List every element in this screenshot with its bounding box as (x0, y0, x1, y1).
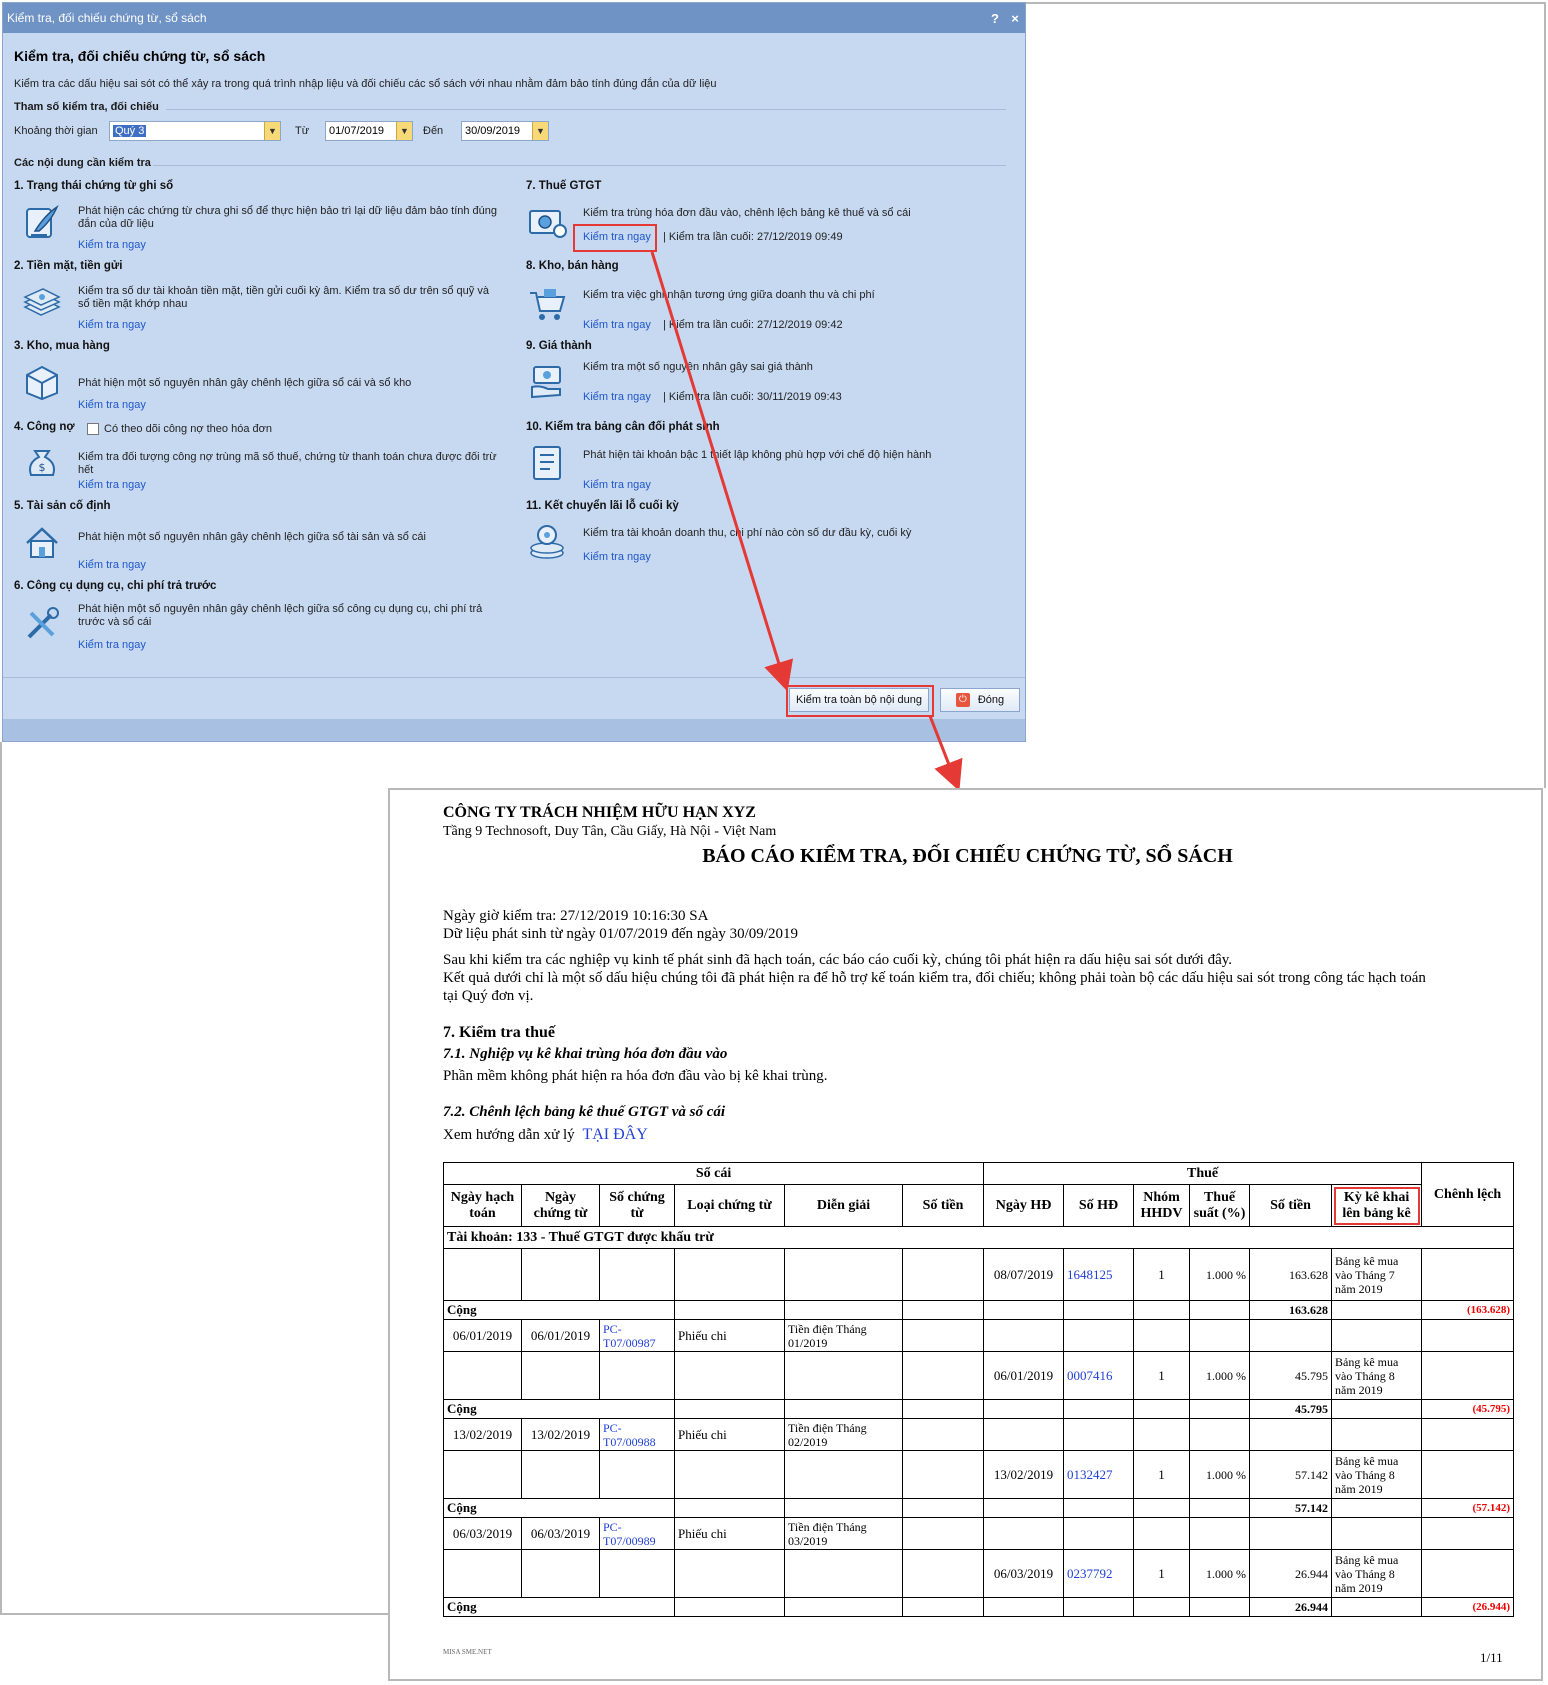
section-7-1-heading: 7.1. Nghiệp vụ kê khai trùng hóa đơn đầu vào (443, 1046, 728, 1062)
cell-declaration-period: Bảng kê mua vào Tháng 8 năm 2019 (1332, 1352, 1422, 1400)
cell-description: Tiền điện Tháng 02/2019 (785, 1419, 903, 1451)
period-label: Khoảng thời gian (14, 125, 98, 137)
table-row (444, 1419, 1514, 1451)
dialog-description: Kiểm tra các dấu hiệu sai sót có thể xảy ra trong quá trình nhập liệu và đối chiếu các sổ sách với nhau nhằm đảm bảo tính đúng đắn của dữ liệu (14, 78, 717, 90)
item-title-cost: 9. Giá thành (526, 340, 592, 352)
item-desc-debt: Kiểm tra đối tượng công nợ trùng mã số thuế, chứng từ thanh toán chưa được đối trừ hết (78, 451, 497, 476)
item-title-closing: 11. Kết chuyển lãi lỗ cuối kỳ (526, 500, 679, 512)
table-row (444, 1518, 1514, 1550)
company-address: Tầng 9 Technosoft, Duy Tân, Cầu Giấy, Hà Nội - Việt Nam (443, 824, 777, 839)
check-now-link-tools[interactable]: Kiểm tra ngay (78, 639, 146, 651)
item-desc-sales: Kiểm tra việc ghi nhận tương ứng giữa doanh thu và chi phí (583, 289, 875, 301)
check-now-link-sales[interactable]: Kiểm tra ngay (583, 319, 651, 331)
cell-declaration-period: Bảng kê mua vào Tháng 8 năm 2019 (1332, 1451, 1422, 1499)
cell-voucher-date: 06/01/2019 (522, 1320, 600, 1352)
cell-voucher-date: 06/03/2019 (522, 1518, 600, 1550)
cell-invoice-date: 06/03/2019 (984, 1550, 1064, 1598)
cell-total-amount: 26.944 (1250, 1598, 1332, 1617)
cell-total-label: Cộng (444, 1499, 600, 1518)
item-desc-cash: Kiểm tra số dư tài khoản tiền mặt, tiền gửi cuối kỳ âm. Kiểm tra số dư trên sổ quỹ và sổ tiền mặt khớp nhau (78, 285, 489, 310)
content-group-label: Các nội dung cần kiểm tra (14, 157, 151, 169)
item-desc-cost: Kiểm tra một số nguyên nhân gây sai giá thành (583, 361, 813, 373)
cell-difference: (57.142) (1422, 1499, 1514, 1518)
guide-line (443, 1126, 648, 1144)
cell-invoice-date: 13/02/2019 (984, 1451, 1064, 1499)
arrow-to-report (930, 716, 955, 780)
total-row (444, 1598, 1514, 1617)
cell-difference: (26.944) (1422, 1598, 1514, 1617)
cell-total-amount: 45.795 (1250, 1400, 1332, 1419)
company-name: CÔNG TY TRÁCH NHIỆM HỮU HẠN XYZ (443, 804, 756, 821)
cell-goods-group: 1 (1134, 1550, 1190, 1598)
cell-tax-rate: 1.000 % (1190, 1550, 1250, 1598)
item-title-vat: 7. Thuế GTGT (526, 180, 602, 192)
cell-voucher-no[interactable]: PC-T07/00988 (600, 1419, 675, 1451)
period-value: Quý 3 (115, 125, 145, 137)
check-now-link-purchase[interactable]: Kiểm tra ngay (78, 399, 146, 411)
cell-voucher-type: Phiếu chi (675, 1518, 785, 1550)
cell-goods-group: 1 (1134, 1451, 1190, 1499)
header-tax-amount: Số tiền (1250, 1185, 1332, 1227)
cell-total-label: Cộng (444, 1301, 600, 1320)
intro-paragraph-2-cont: tại Quý đơn vị. (443, 988, 534, 1004)
check-now-link-fixed-asset[interactable]: Kiểm tra ngay (78, 559, 146, 571)
item-title-sales: 8. Kho, bán hàng (526, 260, 619, 272)
header-posting-date: Ngày hạch toán (444, 1185, 522, 1227)
report-title: BÁO CÁO KIỂM TRA, ĐỐI CHIẾU CHỨNG TỪ, SỔ SÁCH (702, 845, 1233, 867)
cell-tax-amount: 26.944 (1250, 1550, 1332, 1598)
item-desc-voucher-status: Phát hiện các chứng từ chưa ghi sổ để thực hiện bảo trì lại dữ liệu đảm bảo tính đúng đắn của dữ liệu (78, 205, 498, 230)
vat-difference-table (443, 1162, 1514, 1617)
section-7-heading: 7. Kiểm tra thuế (443, 1024, 555, 1041)
guide-text: Xem hướng dẫn xử lý (443, 1127, 575, 1143)
check-now-link-trial-balance[interactable]: Kiểm tra ngay (583, 479, 651, 491)
item-desc-purchase: Phát hiện một số nguyên nhân gây chênh lệch giữa sổ cái và sổ kho (78, 377, 412, 389)
report-page (388, 788, 1543, 1681)
cell-difference: (163.628) (1422, 1301, 1514, 1320)
check-now-link-vat[interactable]: Kiểm tra ngay (583, 231, 651, 243)
arrow-to-check-all (652, 252, 784, 680)
header-invoice-no: Số HĐ (1064, 1185, 1134, 1227)
from-date-value: 01/07/2019 (329, 125, 385, 137)
section-7-1-text: Phần mềm không phát hiện ra hóa đơn đầu vào bị kê khai trùng. (443, 1068, 828, 1084)
cell-tax-rate: 1.000 % (1190, 1451, 1250, 1499)
item-desc-trial-balance: Phát hiện tài khoản bậc 1 thiết lập không phù hợp với chế độ hiện hành (583, 449, 932, 461)
cell-declaration-period: Bảng kê mua vào Tháng 7 năm 2019 (1332, 1249, 1422, 1301)
table-row (444, 1550, 1514, 1598)
item-title-voucher-status: 1. Trạng thái chứng từ ghi sổ (14, 180, 174, 192)
chevron-down-icon[interactable]: ▼ (264, 122, 280, 140)
item-desc-vat: Kiểm tra trùng hóa đơn đầu vào, chênh lệch bảng kê thuế và sổ cái (583, 207, 911, 219)
item-desc-fixed-asset: Phát hiện một số nguyên nhân gây chênh lệch giữa sổ tài sản và sổ cái (78, 531, 426, 543)
check-time: Ngày giờ kiểm tra: 27/12/2019 10:16:30 SA (443, 908, 709, 924)
cell-posting-date: 06/03/2019 (444, 1518, 522, 1550)
cell-total-label: Cộng (444, 1400, 600, 1419)
dialog-window-title: Kiểm tra, đối chiếu chứng từ, sổ sách (7, 11, 207, 25)
check-now-link-debt[interactable]: Kiểm tra ngay (78, 479, 146, 491)
guide-link[interactable]: TẠI ĐÂY (582, 1126, 648, 1143)
to-date-value: 30/09/2019 (465, 125, 521, 137)
footer-brand: MISA SME.NET (443, 1648, 492, 1656)
svg-text:$: $ (38, 461, 46, 474)
cell-posting-date: 13/02/2019 (444, 1419, 522, 1451)
account-row: Tài khoản: 133 - Thuế GTGT được khấu trừ (444, 1227, 1514, 1249)
header-ledger-group: Sổ cái (444, 1163, 984, 1185)
table-row (444, 1249, 1514, 1301)
item-title-purchase: 3. Kho, mua hàng (14, 340, 110, 352)
cell-voucher-type: Phiếu chi (675, 1419, 785, 1451)
cell-description: Tiền điện Tháng 01/2019 (785, 1320, 903, 1352)
cell-invoice-no[interactable]: 0237792 (1064, 1550, 1134, 1598)
total-row (444, 1499, 1514, 1518)
close-window-button[interactable]: × (1011, 10, 1019, 26)
header-tax-rate: Thuế suất (%) (1190, 1185, 1250, 1227)
cell-invoice-no[interactable]: 1648125 (1064, 1249, 1134, 1301)
cell-tax-rate: 1.000 % (1190, 1352, 1250, 1400)
check-now-link-voucher-status[interactable]: Kiểm tra ngay (78, 239, 146, 251)
item-desc-tools: Phát hiện một số nguyên nhân gây chênh lệch giữa sổ công cụ dụng cụ, chi phí trả trước và sổ cái (78, 603, 483, 628)
table-row (444, 1352, 1514, 1400)
close-dialog-label: Đóng (977, 694, 1005, 706)
help-button[interactable]: ? (991, 10, 999, 26)
cell-invoice-no[interactable]: 0007416 (1064, 1352, 1134, 1400)
cell-difference: (45.795) (1422, 1400, 1514, 1419)
item-title-cash: 2. Tiền mặt, tiền gửi (14, 260, 123, 272)
power-icon: ⏻ (956, 693, 970, 707)
header-tax-group: Thuế (984, 1163, 1422, 1185)
calendar-dropdown-icon[interactable]: ▼ (396, 122, 412, 140)
intro-paragraph-2: Kết quả dưới chỉ là một số dấu hiệu chúng tôi đã phát hiện ra để hỗ trợ kế toán kiểm tra, đối chiếu; không phải toàn bộ các dấu hiệu sai sót trong công tác hạch toán (443, 970, 1426, 986)
cell-total-amount: 57.142 (1250, 1499, 1332, 1518)
cell-tax-amount: 45.795 (1250, 1352, 1332, 1400)
from-label: Từ (295, 125, 310, 137)
last-check-cost: | Kiểm tra lần cuối: 30/11/2019 09:43 (663, 391, 842, 403)
header-invoice-date: Ngày HĐ (984, 1185, 1064, 1227)
cell-voucher-no[interactable]: PC-T07/00987 (600, 1320, 675, 1352)
cell-tax-amount: 57.142 (1250, 1451, 1332, 1499)
check-now-link-cash[interactable]: Kiểm tra ngay (78, 319, 146, 331)
check-now-link-cost[interactable]: Kiểm tra ngay (583, 391, 651, 403)
last-check-vat: | Kiểm tra lần cuối: 27/12/2019 09:49 (663, 231, 843, 243)
calendar-dropdown-icon[interactable]: ▼ (532, 122, 548, 140)
cell-total-amount: 163.628 (1250, 1301, 1332, 1320)
cell-goods-group: 1 (1134, 1352, 1190, 1400)
cell-description: Tiền điện Tháng 03/2019 (785, 1518, 903, 1550)
cell-invoice-date: 06/01/2019 (984, 1352, 1064, 1400)
header-ledger-amount: Số tiền (903, 1185, 984, 1227)
header-voucher-no: Số chứng từ (600, 1185, 675, 1227)
cell-declaration-period: Bảng kê mua vào Tháng 8 năm 2019 (1332, 1550, 1422, 1598)
cell-posting-date: 06/01/2019 (444, 1320, 522, 1352)
header-difference: Chênh lệch (1422, 1163, 1514, 1227)
check-all-button[interactable]: Kiểm tra toàn bộ nội dung (789, 688, 929, 712)
header-description: Diễn giải (785, 1185, 903, 1227)
header-voucher-type: Loại chứng từ (675, 1185, 785, 1227)
dialog-heading: Kiểm tra, đối chiếu chứng từ, sổ sách (14, 48, 266, 64)
header-goods-group: Nhóm HHDV (1134, 1185, 1190, 1227)
cell-goods-group: 1 (1134, 1249, 1190, 1301)
cell-voucher-no[interactable]: PC-T07/00989 (600, 1518, 675, 1550)
params-group-label: Tham số kiểm tra, đối chiếu (14, 101, 159, 113)
item-title-fixed-asset: 5. Tài sản cố định (14, 500, 111, 512)
cell-tax-amount: 163.628 (1250, 1249, 1332, 1301)
total-row (444, 1301, 1514, 1320)
debt-by-invoice-label: Có theo dõi công nợ theo hóa đơn (104, 423, 272, 435)
page-number: 1/11 (1480, 1650, 1503, 1665)
cell-invoice-date: 08/07/2019 (984, 1249, 1064, 1301)
total-row (444, 1400, 1514, 1419)
header-declaration-period: Kỳ kê khai lên bảng kê (1332, 1185, 1422, 1227)
cell-voucher-date: 13/02/2019 (522, 1419, 600, 1451)
cell-total-label: Cộng (444, 1598, 600, 1617)
table-row (444, 1320, 1514, 1352)
cell-tax-rate: 1.000 % (1190, 1249, 1250, 1301)
cell-voucher-type: Phiếu chi (675, 1320, 785, 1352)
to-label: Đến (423, 125, 444, 137)
item-title-debt: 4. Công nợ (14, 421, 75, 433)
intro-paragraph-1: Sau khi kiểm tra các nghiệp vụ kinh tế phát sinh đã hạch toán, các báo cáo cuối kỳ, chúng tôi phát hiện ra dấu hiệu sai sót dưới đây. (443, 952, 1233, 968)
item-title-trial-balance: 10. Kiểm tra bảng cân đối phát sinh (526, 421, 720, 433)
header-voucher-date: Ngày chứng từ (522, 1185, 600, 1227)
last-check-sales: | Kiểm tra lần cuối: 27/12/2019 09:42 (663, 319, 843, 331)
data-range: Dữ liệu phát sinh từ ngày 01/07/2019 đến ngày 30/09/2019 (443, 926, 798, 942)
cell-invoice-no[interactable]: 0132427 (1064, 1451, 1134, 1499)
table-row (444, 1451, 1514, 1499)
check-now-link-closing[interactable]: Kiểm tra ngay (583, 551, 651, 563)
item-title-tools: 6. Công cụ dụng cụ, chi phí trả trước (14, 580, 217, 592)
item-desc-closing: Kiểm tra tài khoản doanh thu, chi phí nào còn số dư đầu kỳ, cuối kỳ (583, 527, 912, 539)
section-7-2-heading: 7.2. Chênh lệch bảng kê thuế GTGT và sổ cái (443, 1104, 726, 1120)
